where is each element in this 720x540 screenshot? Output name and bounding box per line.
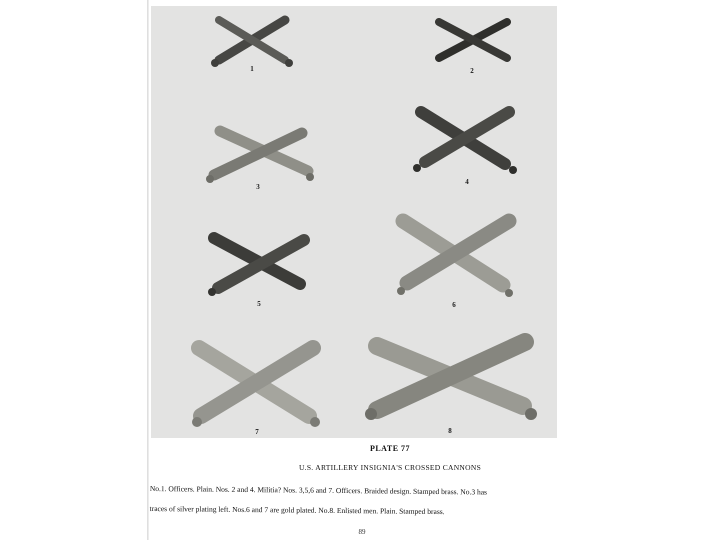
figure-number-7: 7 (255, 428, 259, 436)
photo-plate (151, 6, 557, 438)
insignia-5 (206, 228, 316, 310)
insignia-2 (433, 16, 513, 75)
crossed-cannons-6-image (393, 211, 518, 311)
figure-number-5: 5 (257, 300, 261, 308)
figure-number-2: 2 (470, 67, 474, 75)
insignia-4 (413, 104, 521, 189)
insignia-7 (189, 336, 329, 436)
insignia-3 (206, 119, 316, 194)
crossed-cannons-2-image (433, 16, 513, 71)
crossed-cannons-4-image (413, 104, 521, 189)
page-number: 89 (358, 528, 366, 536)
caption-line-1: No.1. Officers. Plain. Nos. 2 and 4. Militia? Nos. 3,5,6 and 7. Officers. Braided design. Stamped brass. No.3 has (149, 483, 488, 497)
figure-number-6: 6 (452, 301, 456, 309)
crossed-cannons-5-image (206, 228, 316, 310)
insignia-1 (213, 14, 293, 73)
figure-number-1: 1 (250, 65, 254, 73)
insignia-6 (393, 211, 518, 311)
book-gutter (147, 0, 149, 540)
figure-number-3: 3 (256, 183, 260, 191)
crossed-cannons-8-image (363, 328, 541, 434)
figure-number-4: 4 (465, 178, 469, 186)
plate-caption (149, 474, 570, 528)
crossed-cannons-1-image (213, 14, 293, 69)
plate-subtitle: U.S. ARTILLERY INSIGNIA'S CROSSED CANNONS (298, 463, 482, 472)
caption-line-2: traces of silver plating left. Nos.6 and 7 are gold plated. No.8. Enlisted men. Plain. Stamped brass. (149, 503, 445, 517)
crossed-cannons-7-image (189, 336, 329, 436)
insignia-8 (363, 328, 541, 434)
plate-title: PLATE 77 (369, 444, 411, 453)
figure-number-8: 8 (448, 427, 452, 435)
